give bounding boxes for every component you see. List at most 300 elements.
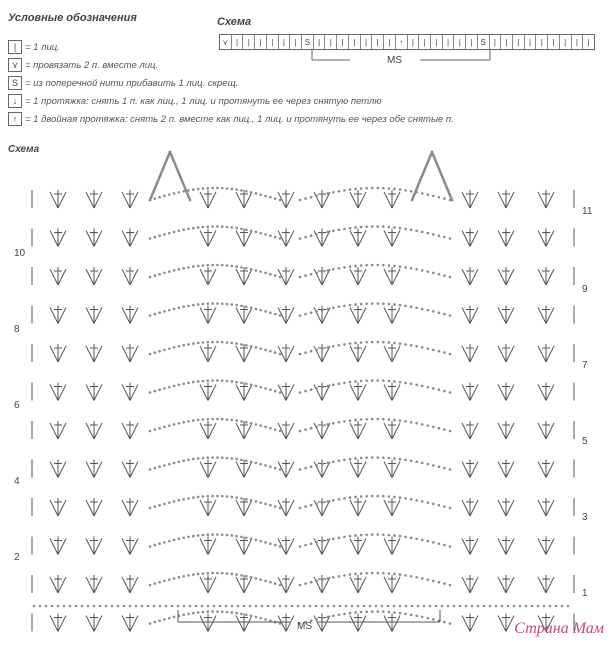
stitch-group	[200, 575, 216, 593]
yarn-over-dot	[315, 349, 318, 352]
yarn-over-dot	[338, 267, 341, 270]
yarn-over-dot	[354, 573, 357, 576]
stitch-group	[50, 383, 66, 401]
yarn-over-dot	[226, 341, 229, 344]
yarn-over-dot	[197, 534, 200, 537]
yarn-over-dot	[326, 231, 329, 234]
yarn-over-dot	[216, 572, 219, 575]
yarn-over-dot	[202, 495, 205, 498]
yarn-over-dot	[221, 187, 224, 190]
yarn-over-dot	[154, 582, 157, 585]
yarn-over-dot	[216, 225, 219, 228]
yarn-over-dot	[259, 193, 262, 196]
yarn-over-dot	[255, 539, 258, 542]
yarn-over-dot	[197, 380, 200, 383]
yarn-over-dot	[426, 270, 429, 273]
cast-on-dot	[465, 605, 467, 607]
yarn-over-dot	[299, 430, 302, 433]
yarn-over-dot	[399, 573, 402, 576]
yarn-over-dot	[432, 310, 435, 313]
yarn-over-dot	[443, 274, 446, 277]
cast-on-dot	[303, 605, 305, 607]
cast-on-dot	[147, 605, 149, 607]
strip-repeat-bracket	[0, 0, 614, 80]
yarn-over-dot	[178, 460, 181, 463]
yarn-over-dot	[426, 501, 429, 504]
yarn-over-dot	[410, 421, 413, 424]
yarn-over-dot	[438, 581, 441, 584]
yarn-over-dot	[226, 187, 229, 190]
stitch-group	[350, 190, 366, 208]
yarn-over-dot	[393, 611, 396, 614]
yarn-over-dot	[202, 226, 205, 229]
yarn-over-dot	[371, 418, 374, 421]
yarn-over-dot	[211, 418, 214, 421]
yarn-over-dot	[388, 611, 391, 614]
yarn-over-dot	[279, 314, 282, 317]
yarn-over-dot	[279, 545, 282, 548]
stitch-group	[538, 537, 554, 555]
yarn-over-dot	[299, 584, 302, 587]
yarn-over-dot	[259, 463, 262, 466]
yarn-over-dot	[421, 308, 424, 311]
yarn-over-dot	[163, 310, 166, 313]
yarn-over-dot	[410, 344, 413, 347]
cast-on-dot	[141, 605, 143, 607]
yarn-over-dot	[226, 380, 229, 383]
stitch-group	[350, 498, 366, 516]
stitch-group	[462, 498, 478, 516]
yarn-over-dot	[421, 231, 424, 234]
yarn-over-dot	[349, 573, 352, 576]
yarn-over-dot	[393, 457, 396, 460]
yarn-over-dot	[404, 266, 407, 269]
yarn-over-dot	[178, 537, 181, 540]
yarn-over-dot	[182, 498, 185, 501]
yarn-over-dot	[321, 232, 324, 235]
yarn-over-dot	[206, 341, 209, 344]
yarn-over-dot	[404, 343, 407, 346]
yarn-over-dot	[354, 342, 357, 345]
yarn-over-dot	[382, 456, 385, 459]
cast-on-dot	[99, 605, 101, 607]
stitch-group	[462, 614, 478, 632]
cast-on-dot	[183, 605, 185, 607]
yarn-over-dot	[432, 195, 435, 198]
yarn-over-dot	[399, 381, 402, 384]
diagram-title: Схема	[8, 144, 40, 155]
yarn-over-dot	[274, 197, 277, 200]
yarn-over-dot	[149, 353, 152, 356]
yarn-over-dot	[235, 304, 238, 307]
yarn-over-dot	[259, 540, 262, 543]
cast-on-dot	[159, 605, 161, 607]
yarn-over-dot	[269, 388, 272, 391]
yarn-over-dot	[192, 265, 195, 268]
stitch-group	[498, 229, 514, 247]
cast-on-dot	[63, 605, 65, 607]
cast-on-dot	[561, 605, 563, 607]
yarn-over-dot	[274, 582, 277, 585]
stitch-group	[122, 498, 138, 516]
legend-item-label: = провязать 2 п. вместе лиц.	[25, 59, 159, 71]
yarn-over-dot	[443, 390, 446, 393]
yarn-over-dot	[173, 346, 176, 349]
yarn-over-dot	[221, 341, 224, 344]
yarn-over-dot	[182, 459, 185, 462]
stitch-group	[50, 537, 66, 555]
yarn-over-dot	[421, 269, 424, 272]
cast-on-dot	[495, 605, 497, 607]
yarn-over-dot	[211, 495, 214, 498]
yarn-over-dot	[231, 188, 234, 191]
yarn-over-dot	[365, 302, 368, 305]
yarn-over-dot	[269, 465, 272, 468]
yarn-over-dot	[449, 468, 452, 471]
yarn-over-dot	[226, 303, 229, 306]
yarn-over-dot	[438, 427, 441, 430]
stitch-group	[86, 344, 102, 362]
yarn-over-dot	[192, 496, 195, 499]
yarn-over-dot	[393, 303, 396, 306]
yarn-over-dot	[235, 612, 238, 615]
yarn-over-dot	[240, 574, 243, 577]
stitch-group	[86, 229, 102, 247]
stitch-group	[50, 306, 66, 324]
yarn-over-dot	[388, 226, 391, 229]
yarn-over-dot	[376, 456, 379, 459]
yarn-over-dot	[326, 385, 329, 388]
yarn-over-dot	[426, 463, 429, 466]
yarn-over-dot	[343, 459, 346, 462]
yarn-over-dot	[321, 578, 324, 581]
peak-dot	[189, 199, 192, 202]
stitch-group	[122, 460, 138, 478]
yarn-over-dot	[197, 419, 200, 422]
stitch-group	[200, 306, 216, 324]
yarn-over-dot	[264, 310, 267, 313]
yarn-over-dot	[371, 187, 374, 190]
yarn-over-dot	[235, 458, 238, 461]
yarn-over-dot	[382, 302, 385, 305]
stitch-group	[462, 229, 478, 247]
yarn-over-dot	[197, 496, 200, 499]
yarn-over-dot	[279, 391, 282, 394]
stitch-group	[498, 306, 514, 324]
yarn-over-dot	[388, 187, 391, 190]
yarn-over-dot	[299, 314, 302, 317]
yarn-over-dot	[354, 534, 357, 537]
yarn-over-dot	[415, 422, 418, 425]
yarn-over-dot	[279, 353, 282, 356]
yarn-over-dot	[259, 270, 262, 273]
yarn-over-dot	[255, 462, 258, 465]
cast-on-dot	[201, 605, 203, 607]
yarn-over-dot	[158, 504, 161, 507]
yarn-over-dot	[354, 188, 357, 191]
yarn-over-dot	[388, 495, 391, 498]
cast-on-dot	[291, 605, 293, 607]
yarn-over-dot	[393, 573, 396, 576]
yarn-over-dot	[326, 616, 329, 619]
watermark: Страна Мам	[514, 620, 604, 637]
yarn-over-dot	[354, 303, 357, 306]
yarn-over-dot	[250, 229, 253, 232]
yarn-over-dot	[245, 344, 248, 347]
stitch-group	[50, 460, 66, 478]
yarn-over-dot	[163, 503, 166, 506]
yarn-over-dot	[449, 430, 452, 433]
yarn-over-dot	[321, 347, 324, 350]
row-number-right: 5	[582, 436, 588, 447]
stitch-group	[462, 460, 478, 478]
yarn-over-dot	[226, 418, 229, 421]
yarn-over-dot	[240, 536, 243, 539]
yarn-over-dot	[178, 383, 181, 386]
yarn-over-dot	[211, 225, 214, 228]
cast-on-dot	[267, 605, 269, 607]
stitch-group	[236, 383, 252, 401]
yarn-over-dot	[206, 302, 209, 305]
stitch-group	[122, 190, 138, 208]
yarn-over-dot	[304, 313, 307, 316]
yarn-over-dot	[399, 188, 402, 191]
cast-on-dot	[51, 605, 53, 607]
strip-cell: |	[232, 35, 244, 49]
yarn-over-dot	[382, 495, 385, 498]
cast-on-dot	[117, 605, 119, 607]
yarn-over-dot	[304, 274, 307, 277]
yarn-over-dot	[221, 495, 224, 498]
yarn-over-dot	[443, 467, 446, 470]
yarn-over-dot	[438, 465, 441, 468]
strip-cell: |	[560, 35, 572, 49]
yarn-over-dot	[259, 424, 262, 427]
strip-cell: |	[279, 35, 291, 49]
yarn-over-dot	[343, 266, 346, 269]
yarn-over-dot	[332, 268, 335, 271]
yarn-over-dot	[332, 422, 335, 425]
stitch-group	[122, 421, 138, 439]
yarn-over-dot	[304, 236, 307, 239]
yarn-over-dot	[197, 573, 200, 576]
yarn-over-dot	[240, 189, 243, 192]
yarn-over-dot	[321, 463, 324, 466]
yarn-over-dot	[264, 464, 267, 467]
yarn-over-dot	[371, 610, 374, 613]
yarn-over-dot	[299, 237, 302, 240]
yarn-over-dot	[192, 573, 195, 576]
yarn-over-dot	[182, 613, 185, 616]
yarn-over-dot	[192, 342, 195, 345]
yarn-over-dot	[269, 234, 272, 237]
yarn-over-dot	[449, 507, 452, 510]
yarn-over-dot	[259, 386, 262, 389]
stitch-group	[538, 421, 554, 439]
cast-on-dot	[537, 605, 539, 607]
stitch-group	[236, 267, 252, 285]
yarn-over-dot	[438, 504, 441, 507]
yarn-over-dot	[365, 495, 368, 498]
yarn-over-dot	[240, 497, 243, 500]
yarn-over-dot	[360, 187, 363, 190]
yarn-over-dot	[178, 306, 181, 309]
yarn-over-dot	[432, 272, 435, 275]
yarn-over-dot	[173, 462, 176, 465]
yarn-over-dot	[168, 193, 171, 196]
yarn-over-dot	[326, 308, 329, 311]
cast-on-dot	[471, 605, 473, 607]
cast-on-dot	[243, 605, 245, 607]
yarn-over-dot	[158, 311, 161, 314]
yarn-over-dot	[250, 383, 253, 386]
yarn-over-dot	[163, 541, 166, 544]
yarn-over-dot	[332, 306, 335, 309]
yarn-over-dot	[393, 265, 396, 268]
yarn-over-dot	[388, 534, 391, 537]
yarn-over-dot	[360, 418, 363, 421]
yarn-over-dot	[178, 345, 181, 348]
yarn-over-dot	[154, 274, 157, 277]
yarn-over-dot	[365, 379, 368, 382]
yarn-over-dot	[354, 419, 357, 422]
yarn-over-dot	[245, 228, 248, 231]
yarn-over-dot	[269, 350, 272, 353]
stitch-group	[200, 229, 216, 247]
yarn-over-dot	[269, 542, 272, 545]
stitch-group	[50, 575, 66, 593]
yarn-over-dot	[365, 187, 368, 190]
yarn-over-dot	[404, 613, 407, 616]
yarn-over-dot	[274, 351, 277, 354]
yarn-over-dot	[216, 533, 219, 536]
yarn-over-dot	[182, 536, 185, 539]
yarn-over-dot	[376, 610, 379, 613]
yarn-over-dot	[382, 341, 385, 344]
cast-on-dot	[411, 605, 413, 607]
yarn-over-dot	[426, 386, 429, 389]
strip-cell: |	[419, 35, 431, 49]
yarn-over-dot	[187, 536, 190, 539]
yarn-over-dot	[404, 574, 407, 577]
cast-on-dot	[483, 605, 485, 607]
yarn-over-dot	[154, 197, 157, 200]
cast-on-dot	[225, 605, 227, 607]
strip-cell: |	[536, 35, 548, 49]
yarn-over-dot	[158, 427, 161, 430]
yarn-over-dot	[202, 457, 205, 460]
yarn-over-dot	[443, 544, 446, 547]
yarn-over-dot	[315, 387, 318, 390]
yarn-over-dot	[432, 426, 435, 429]
yarn-over-dot	[279, 622, 282, 625]
yarn-over-dot	[399, 458, 402, 461]
yarn-over-dot	[269, 311, 272, 314]
yarn-over-dot	[376, 572, 379, 575]
yarn-over-dot	[349, 265, 352, 268]
cast-on-dot	[123, 605, 125, 607]
yarn-over-dot	[149, 276, 152, 279]
yarn-over-dot	[404, 459, 407, 462]
yarn-over-dot	[399, 496, 402, 499]
yarn-over-dot	[226, 457, 229, 460]
row-number-right: 9	[582, 284, 588, 295]
yarn-over-dot	[235, 188, 238, 191]
stitch-group	[236, 421, 252, 439]
yarn-over-dot	[259, 578, 262, 581]
yarn-over-dot	[182, 228, 185, 231]
cast-on-dot	[249, 605, 251, 607]
yarn-over-dot	[310, 311, 313, 314]
yarn-over-dot	[235, 535, 238, 538]
yarn-over-dot	[245, 459, 248, 462]
cast-on-dot	[189, 605, 191, 607]
yarn-over-dot	[326, 423, 329, 426]
yarn-over-dot	[240, 459, 243, 462]
cast-on-dot	[231, 605, 233, 607]
yarn-over-dot	[376, 341, 379, 344]
yarn-over-dot	[343, 497, 346, 500]
yarn-over-dot	[269, 581, 272, 584]
diagram-repeat-label: MS	[297, 621, 312, 632]
yarn-over-dot	[388, 264, 391, 267]
yarn-over-dot	[158, 196, 161, 199]
yarn-over-dot	[321, 309, 324, 312]
yarn-over-dot	[178, 191, 181, 194]
yarn-over-dot	[182, 575, 185, 578]
yarn-over-dot	[226, 572, 229, 575]
stitch-group	[384, 383, 400, 401]
cast-on-dot	[285, 605, 287, 607]
yarn-over-dot	[245, 190, 248, 193]
yarn-over-dot	[206, 533, 209, 536]
cast-on-dot	[387, 605, 389, 607]
stitch-group	[498, 190, 514, 208]
yarn-over-dot	[421, 500, 424, 503]
yarn-over-dot	[360, 495, 363, 498]
yarn-over-dot	[211, 341, 214, 344]
yarn-over-dot	[269, 427, 272, 430]
yarn-over-dot	[279, 276, 282, 279]
stitch-group	[538, 498, 554, 516]
cast-on-dot	[525, 605, 527, 607]
yarn-over-dot	[421, 423, 424, 426]
yarn-over-dot	[231, 342, 234, 345]
yarn-over-dot	[264, 618, 267, 621]
make-one-icon: S	[8, 76, 22, 90]
yarn-over-dot	[178, 268, 181, 271]
yarn-over-dot	[231, 534, 234, 537]
yarn-over-dot	[360, 457, 363, 460]
yarn-over-dot	[349, 227, 352, 230]
yarn-over-dot	[173, 385, 176, 388]
stitch-group	[462, 190, 478, 208]
strip-cell: |	[372, 35, 384, 49]
yarn-over-dot	[168, 617, 171, 620]
strip-cell: |	[243, 35, 255, 49]
stitch-group	[538, 460, 554, 478]
legend-item-ssk	[8, 94, 382, 108]
yarn-over-dot	[332, 537, 335, 540]
yarn-over-dot	[255, 500, 258, 503]
peak-dot	[451, 199, 454, 202]
stitch-group	[50, 267, 66, 285]
yarn-over-dot	[269, 273, 272, 276]
yarn-over-dot	[326, 462, 329, 465]
yarn-over-dot	[163, 272, 166, 275]
yarn-over-dot	[310, 234, 313, 237]
yarn-over-dot	[216, 187, 219, 190]
